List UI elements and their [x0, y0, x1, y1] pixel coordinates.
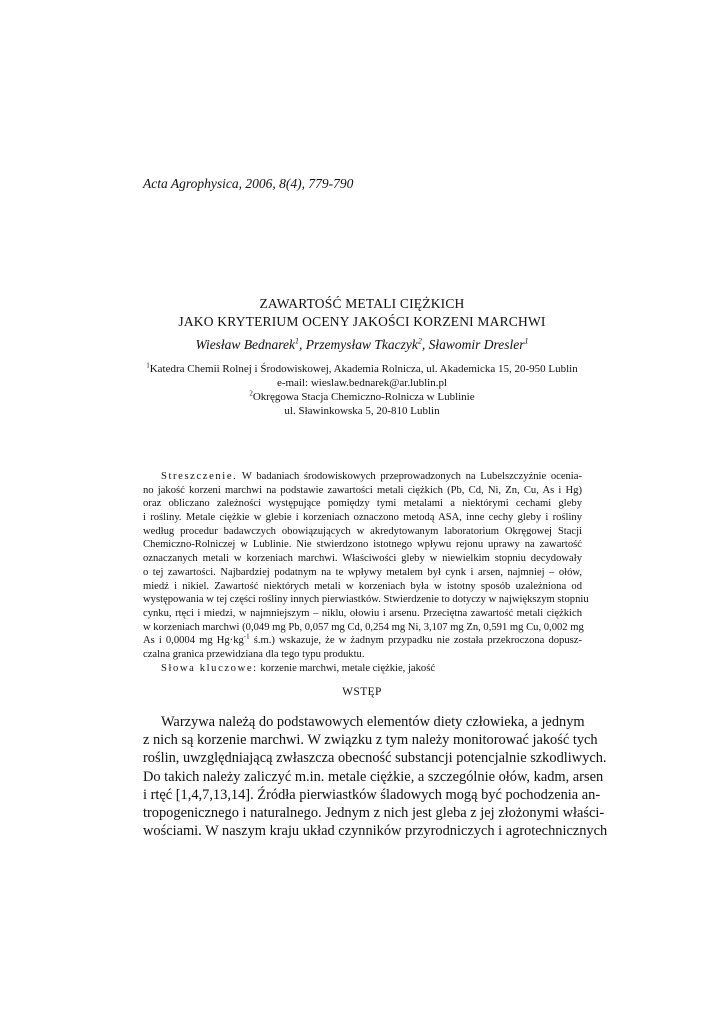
paper-title-line-1: ZAWARTOŚĆ METALI CIĘŻKICH — [259, 296, 465, 311]
affiliation-2 — [130, 391, 594, 405]
paper-title-line-2: JAKO KRYTERIUM OCENY JAKOŚCI KORZENI MARCHWI — [178, 314, 546, 329]
abstract-line: cynku, rtęci i miedzi, w najmniejszym – niklu, ołowiu i arsenu. Przeciętna zawartość metali ciężkich — [143, 607, 582, 619]
affiliation-1 — [130, 363, 594, 377]
body-line: Warzywa należą do podstawowych elementów diety człowieka, a jednym — [161, 714, 585, 730]
abstract-line: Chemiczno-Rolniczej w Lublinie. Nie stwierdzono istotnego wpływu rejonu uprawy na zawartość — [143, 539, 582, 551]
affiliation-marker: 2 — [249, 389, 253, 398]
abstract-line: w korzeniach marchwi (0,049 mg Pb, 0,057 mg Cd, 0,254 mg Ni, 3,107 mg Zn, 0,591 mg Cu, 0,002 mg — [143, 621, 584, 633]
superscript: -1 — [243, 632, 250, 641]
abstract-line: no jakość korzeni marchwi na podstawie zawartości metali ciężkich (Pb, Cd, Ni, Zn, Cu, As i Hg) — [143, 484, 582, 496]
author-list — [130, 337, 594, 353]
author-affiliation-marker: 1 — [524, 336, 529, 346]
author-name: Przemysław Tkaczyk — [305, 337, 418, 352]
abstract-line: według procedur badawczych obowiązujących w akredytowanym laboratorium Okręgowej Stacji — [143, 525, 582, 537]
author-name: Wiesław Bednarek — [195, 337, 296, 352]
body-text — [143, 713, 608, 840]
affiliation-2-address: ul. Sławinkowska 5, 20-810 Lublin — [284, 405, 440, 417]
journal-citation: Acta Agrophysica, 2006, 8(4), 779-790 — [143, 176, 354, 191]
affiliation-marker: 1 — [146, 361, 150, 370]
abstract-line: występowania w tej części rośliny innych pierwiastków. Stwierdzenie to dotyczy w największym stopniu — [143, 594, 589, 606]
author-email: e-mail: wieslaw.bednarek@ar.lublin.pl — [276, 377, 448, 389]
keywords-label: Słowa kluczowe: — [161, 662, 258, 674]
abstract-line: oznaczanych metali w korzeniach marchwi. Właściwości gleby w niewielkim stopniu decydowały — [143, 553, 582, 565]
body-line: roślin, uwzględniającą zwłaszcza obecność substancji potencjalnie szkodliwych. — [143, 750, 607, 767]
abstract-line: As i 0,0004 mg $Hg\cdot kg^{-1}$ ś.m.) wskazuje, że w żadnym przypadku nie została przekroczona dopusz- — [143, 632, 582, 647]
affiliation-text: Okręgowa Stacja Chemiczno-Rolnicza w Lublinie — [252, 391, 475, 403]
author-separator: , — [421, 337, 429, 352]
affiliation-text: Katedra Chemii Rolnej i Środowiskowej, Akademia Rolnicza, ul. Akademicka 15, 20-950 Lublin — [149, 363, 578, 375]
abstract-line: i rośliny. Metale ciężkie w glebie i korzeniach oznaczono metodą ASA, inne cechy gleby i rośliny — [143, 512, 582, 524]
abstract-line: czalna granica przewidziana dla tego typu produktu. — [143, 648, 365, 660]
author-separator: , — [299, 337, 306, 352]
author-affiliation-marker: 2 — [417, 336, 422, 346]
body-line: wościami. W naszym kraju układ czynników przyrodniczych i agrotechnicznych — [143, 823, 608, 840]
section-heading: WSTĘP — [342, 686, 382, 698]
abstract-line: oraz obliczano zależności występujące pomiędzy tymi metalami a niektórymi cechami gleby — [143, 498, 582, 510]
author-affiliation-marker: 1 — [295, 336, 300, 346]
body-line: z nich są korzenie marchwi. W związku z tym należy monitorować jakość tych — [143, 732, 598, 749]
abstract-line: Streszczenie. W badaniach środowiskowych przeprowadzonych na Lubelszczyźnie oceniа- — [161, 471, 582, 482]
body-line: i rtęć [1,4,7,13,14]. Źródła pierwiastków śladowych mogą być pochodzenia an- — [143, 786, 601, 803]
author-name: Sławomir Dresler — [428, 337, 525, 352]
keywords-line — [143, 662, 582, 676]
abstract-line: miedź i nikiel. Zawartość niektórych metali w korzeniach była w istotny sposób uzależniona od — [143, 580, 582, 592]
abstract — [143, 470, 589, 675]
body-line: Do takich należy zaliczyć m.in. metale ciężkie, a szczególnie ołów, kadm, arsen — [143, 768, 604, 785]
keywords: korzenie marchwi, metale ciężkie, jakość — [257, 662, 436, 674]
abstract-line: o tej zawartości. Najbardziej podatnym na te wpływy metalem był cynk i arsen, najmniej – ołów, — [143, 566, 582, 578]
body-line: tropogenicznego i naturalnego. Jednym z nich jest gleba z jej złożonymi właści- — [143, 804, 605, 821]
abstract-label: Streszczenie. — [161, 471, 238, 482]
